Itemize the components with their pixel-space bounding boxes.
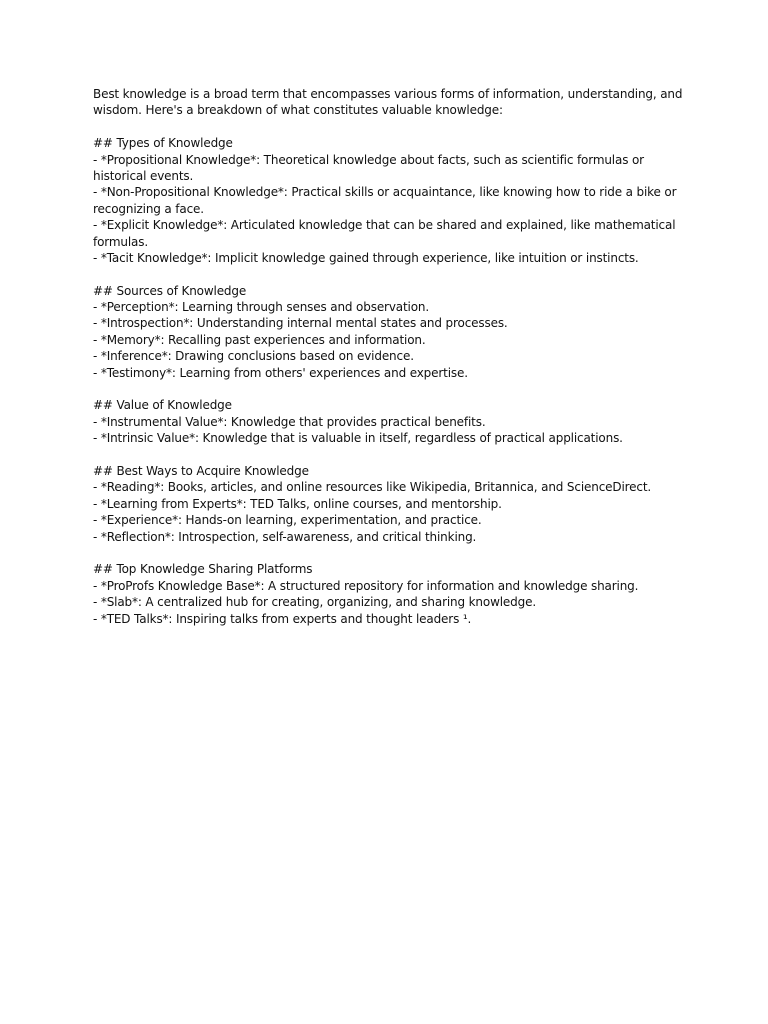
list-item: - *Explicit Knowledge*: Articulated knowledge that can be shared and explained, like mathematical [93,218,676,233]
list-item-continuation: recognizing a face. [93,201,204,216]
list-item-continuation: formulas. [93,234,148,249]
list-item: - *Non-Propositional Knowledge*: Practical skills or acquaintance, like knowing how to ride a bike or [93,185,677,200]
list-item: - *Perception*: Learning through senses and observation. [93,300,430,315]
intro-paragraph [93,86,683,119]
intro-line: wisdom. Here's a breakdown of what constitutes valuable knowledge: [93,103,503,118]
list-item: - *Intrinsic Value*: Knowledge that is valuable in itself, regardless of practical applications. [93,431,623,446]
list-item: - *ProProfs Knowledge Base*: A structured repository for information and knowledge sharing. [93,578,639,593]
list-item: - *Instrumental Value*: Knowledge that provides practical benefits. [93,414,486,429]
document-page [93,86,683,627]
intro-line: Best knowledge is a broad term that encompasses various forms of information, understanding, and [93,87,683,101]
list-item-continuation: historical events. [93,168,194,183]
paragraph-gap [93,545,683,561]
list-item: - *Testimony*: Learning from others' experiences and expertise. [93,365,468,380]
section-heading: ## Value of Knowledge [93,398,232,413]
paragraph-gap [93,381,683,397]
section-top-knowledge-sharing-platforms [93,561,683,627]
section-best-ways-to-acquire-knowledge [93,463,683,545]
list-item: - *Inference*: Drawing conclusions based on evidence. [93,349,414,364]
section-heading: ## Best Ways to Acquire Knowledge [93,463,309,478]
section-sources-of-knowledge [93,283,683,381]
list-item: - *Experience*: Hands-on learning, experimentation, and practice. [93,513,482,528]
list-item: - *Memory*: Recalling past experiences and information. [93,332,426,347]
list-item: - *Reflection*: Introspection, self-awareness, and critical thinking. [93,529,477,544]
list-item: - *Tacit Knowledge*: Implicit knowledge gained through experience, like intuition or instincts. [93,250,639,265]
section-heading: ## Sources of Knowledge [93,283,247,298]
list-item: - *TED Talks*: Inspiring talks from experts and thought leaders ¹. [93,611,472,626]
list-item: - *Reading*: Books, articles, and online resources like Wikipedia, Britannica, and ScienceDirect. [93,480,652,495]
paragraph-gap [93,266,683,282]
section-value-of-knowledge [93,397,683,446]
list-item: - *Introspection*: Understanding internal mental states and processes. [93,316,508,331]
paragraph-gap [93,447,683,463]
list-item: - *Learning from Experts*: TED Talks, online courses, and mentorship. [93,496,502,511]
list-item: - *Propositional Knowledge*: Theoretical knowledge about facts, such as scientific formulas or [93,152,644,167]
list-item: - *Slab*: A centralized hub for creating, organizing, and sharing knowledge. [93,595,536,610]
section-heading: ## Top Knowledge Sharing Platforms [93,562,313,577]
section-types-of-knowledge [93,135,683,266]
section-heading: ## Types of Knowledge [93,136,233,151]
paragraph-gap [93,119,683,135]
